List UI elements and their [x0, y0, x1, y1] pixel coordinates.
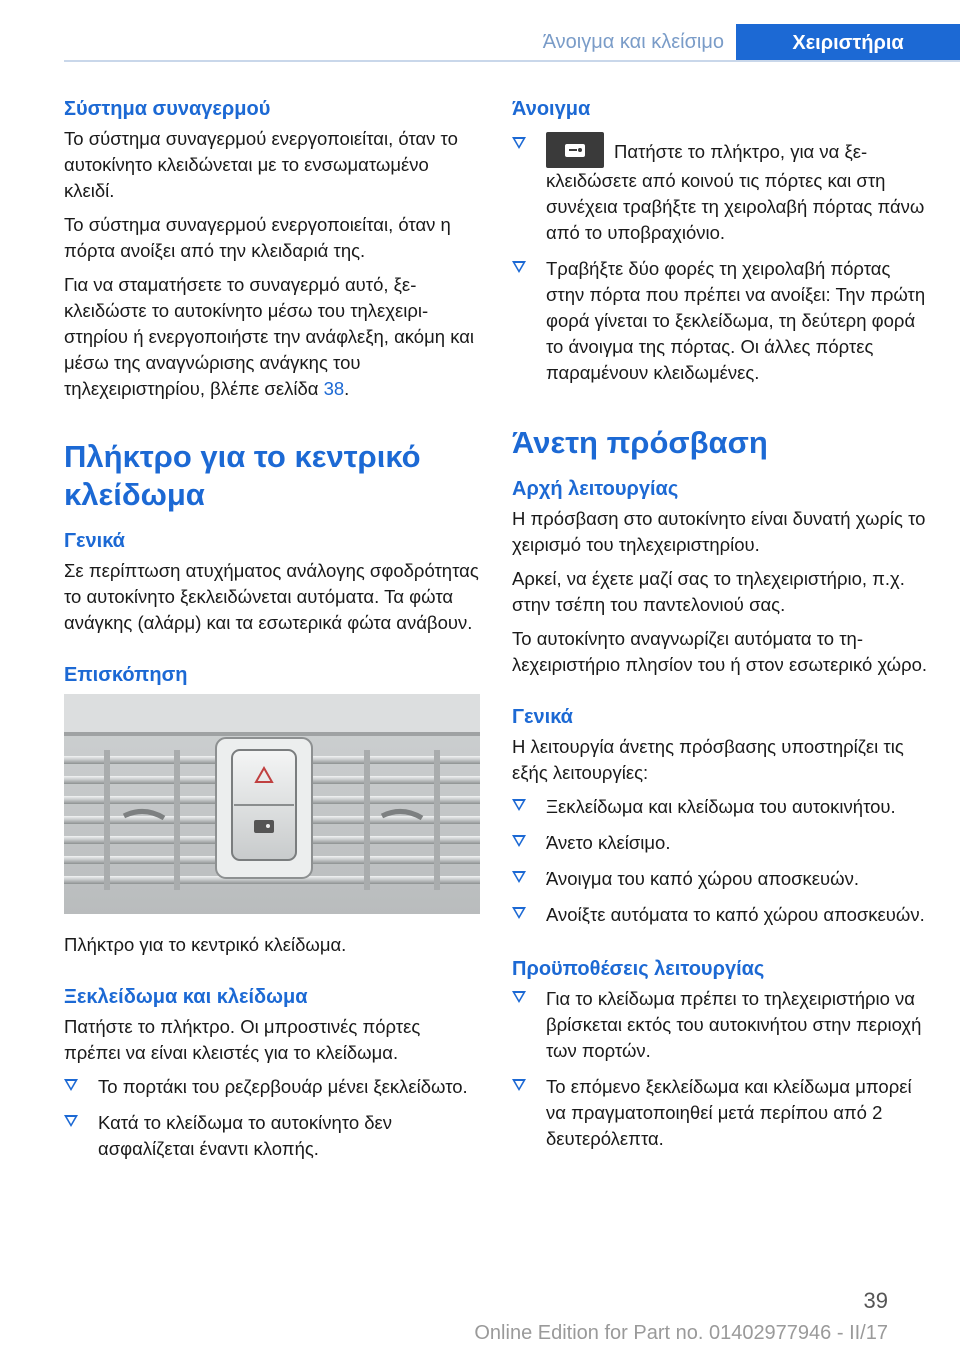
central-lock-general-text: Σε περίπτωση ατυχήματος ανάλογης σφοδρότητας το αυτοκίνητο ξεκλειδώνεται αυτόματα. Τα φώτα ανάγκης (αλάρμ) και τα εσωτερικά φώτα ανάβουν.	[64, 560, 479, 633]
triangle-bullet-icon	[512, 907, 526, 919]
left-column	[64, 96, 480, 1172]
photo-caption: Πλήκτρο για το κεντρικό κλείδωμα.	[64, 934, 347, 955]
list-item-text: Τραβήξτε δύο φορές τη χειρολαβή πόρτας στην πόρτα που πρέπει να ανοίξει: Την πρώτη φορά γίνεται το ξεκλείδωμα, τη δεύτερη φορά το άνοιγμα της πόρτας. Οι άλλες πόρτες παραμένουν κλειδωμένες.	[546, 258, 926, 383]
alarm-paragraph-3-text: Για να σταματήσετε το συναγερμό αυτό, ξεκλειδώστε το αυτοκίνητο μέσω του τηλεχειριστηρίου ή ενεργοποιήστε την ανάφλεξη, ακόμη και μέσω της αναγνώρισης ανάγκης του τηλεχειριστηρίου, βλέπε σελίδα	[64, 274, 475, 399]
list-item	[512, 830, 928, 856]
triangle-bullet-icon	[512, 871, 526, 883]
opening-heading: Άνοιγμα	[512, 98, 591, 120]
prerequisites-heading: Προϋποθέσεις λειτουργίας	[512, 958, 765, 980]
lock-notes-list	[64, 1074, 480, 1162]
central-lock-button-icon	[546, 132, 604, 168]
list-item	[512, 1074, 928, 1152]
comfort-general-heading: Γενικά	[512, 706, 573, 728]
list-item-text: Ανοίξτε αυτόματα το καπό χώρου αποσκευών.	[546, 904, 925, 925]
overview-heading: Επισκόπηση	[64, 664, 188, 686]
triangle-bullet-icon	[64, 1115, 78, 1127]
lock-unlock-text: Πατήστε το πλήκτρο. Οι μπροστινές πόρτες πρέπει να είναι κλειστές για το κλείδωμα.	[64, 1016, 421, 1063]
central-lock-button-photo	[64, 694, 480, 914]
opening-steps-list	[512, 132, 928, 386]
header-chapter-tab[interactable]: Χειριστήρια	[736, 24, 960, 62]
prerequisites-list	[512, 986, 928, 1152]
header-rule	[64, 60, 960, 62]
page-reference-link[interactable]: 38	[323, 378, 345, 399]
principle-paragraph-1: Η πρόσβαση στο αυτοκίνητο είναι δυνατή χωρίς το χειρισμό του τηλεχειριστηρίου.	[512, 508, 926, 555]
triangle-bullet-icon	[64, 1079, 78, 1091]
lock-unlock-heading: Ξεκλείδωμα και κλείδωμα	[64, 986, 308, 1008]
page-number: 39	[863, 1288, 888, 1313]
triangle-bullet-icon	[512, 1079, 526, 1091]
list-item	[512, 866, 928, 892]
list-item	[512, 794, 928, 820]
triangle-bullet-icon	[512, 835, 526, 847]
list-item	[512, 986, 928, 1064]
list-item	[64, 1074, 480, 1100]
triangle-bullet-icon	[512, 137, 526, 149]
central-lock-general-heading: Γενικά	[64, 530, 125, 552]
comfort-general-text: Η λειτουργία άνετης πρόσβασης υποστηρίζει τις εξής λειτουργίες:	[512, 736, 904, 783]
comfort-access-heading: Άνετη πρόσβαση	[512, 425, 768, 460]
list-item-text: Ξεκλείδωμα και κλείδωμα του αυτοκινήτου.	[546, 796, 896, 817]
principle-paragraph-3: Το αυτοκίνητο αναγνωρίζει αυτόματα το τηλεχειριστήριο πλησίον του ή στον εσωτερικό χώρο.	[512, 628, 928, 675]
alarm-paragraph-2: Το σύστημα συναγερμού ενεργοποιείται, όταν η πόρτα ανοίξει από την κλειδαριά της.	[64, 214, 451, 261]
list-item	[512, 132, 928, 246]
principle-heading: Αρχή λειτουργίας	[512, 478, 679, 500]
triangle-bullet-icon	[512, 991, 526, 1003]
triangle-bullet-icon	[512, 261, 526, 273]
alarm-paragraph-3-end: .	[344, 378, 350, 399]
central-lock-heading: Πλήκτρο για το κεντρικό κλείδωμα	[64, 439, 421, 512]
list-item-text: Για το κλείδωμα πρέπει το τηλεχειριστήριο να βρίσκεται εκτός του αυτοκινήτου στην περιοχή των πορτών.	[546, 988, 922, 1061]
alarm-paragraph-1: Το σύστημα συναγερμού ενεργοποιείται, όταν το αυτοκίνητο κλειδώνεται με το ενσωματωμένο κλειδί.	[64, 128, 458, 201]
list-item-text: Πατήστε το πλήκτρο, για να ξεκλειδώσετε από κοινού τις πόρτες και στη συνέχεια τραβήξτε τη χειρολαβή πόρτας πάνω από το υποβραχιόνιο.	[546, 141, 925, 243]
comfort-functions-list	[512, 794, 928, 928]
list-item-text: Άνετο κλείσιμο.	[546, 832, 671, 853]
list-item	[64, 1110, 480, 1162]
list-item	[512, 902, 928, 928]
principle-paragraph-2: Αρκεί, να έχετε μαζί σας το τηλεχειριστήριο, π.χ. στην τσέπη του παντελονιού σας.	[512, 568, 905, 615]
right-column	[512, 96, 928, 1162]
list-item	[512, 256, 928, 386]
triangle-bullet-icon	[512, 799, 526, 811]
list-item-text: Κατά το κλείδωμα το αυτοκίνητο δεν ασφαλίζεται έναντι κλοπής.	[98, 1112, 393, 1159]
alarm-paragraph-3	[64, 272, 480, 402]
list-item-text: Το επόμενο ξεκλείδωμα και κλείδωμα μπορεί να πραγματοποιηθεί μετά περίπου από 2 δευτερόλεπτα.	[546, 1076, 912, 1149]
edition-footer: Online Edition for Part no. 01402977946 - II/17	[474, 1322, 888, 1344]
list-item-text: Το πορτάκι του ρεζερβουάρ μένει ξεκλείδωτο.	[98, 1076, 468, 1097]
list-item-text: Άνοιγμα του καπό χώρου αποσκευών.	[546, 868, 859, 889]
alarm-heading: Σύστημα συναγερμού	[64, 98, 271, 120]
header-section-title: Άνοιγμα και κλείσιμο	[542, 31, 724, 53]
